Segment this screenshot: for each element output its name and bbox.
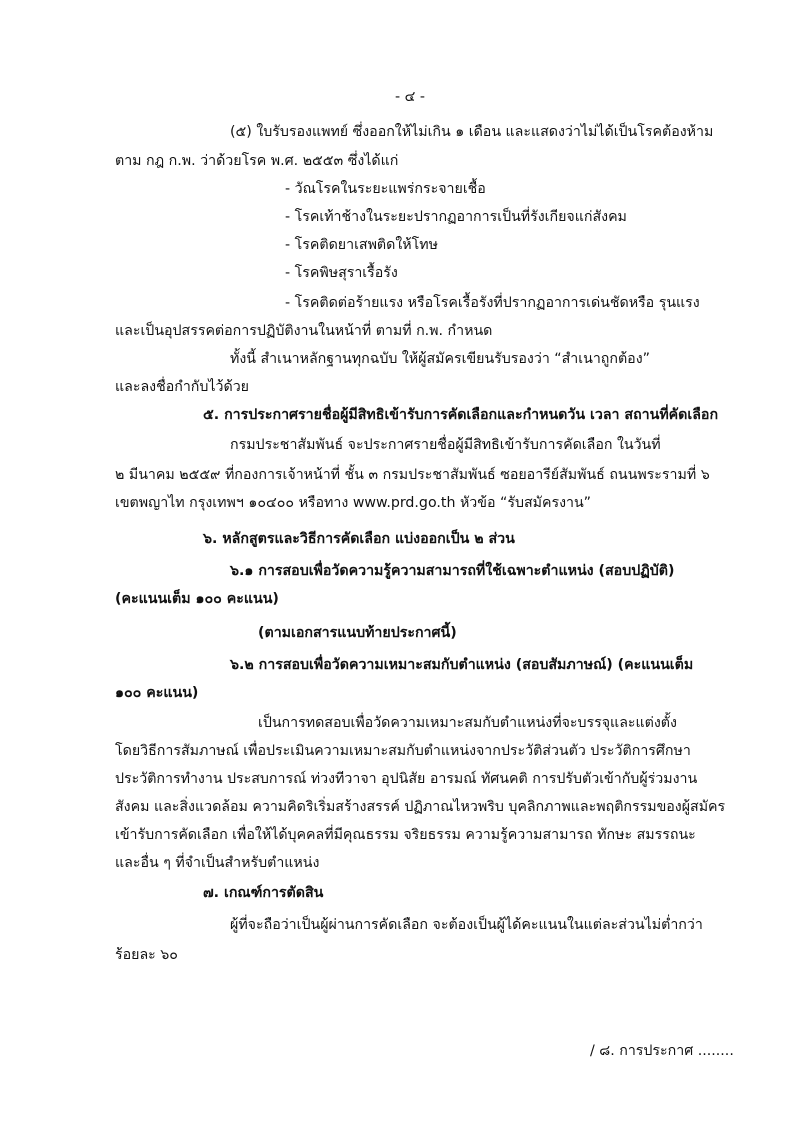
section5-line2: ๒ มีนาคม ๒๕๕๙ ที่กองการเจ้าหน้าที่ ชั้น ๓ กรมประชาสัมพันธ์ ซอยอารีย์สัมพันธ์ ถนนพระรามที่ ๖ (115, 467, 710, 483)
section6-body-line: ประวัติการทำงาน ประสบการณ์ ท่วงทีวาจา อุปนิสัย อารมณ์ ทัศนคติ การปรับตัวเข้ากับผู้ร่วมงาน (115, 771, 698, 787)
copy-note-line1: ทั้งนี้ สำเนาหลักฐานทุกฉบับ ให้ผู้สมัครเขียนรับรองว่า “สำเนาถูกต้อง” (230, 351, 650, 367)
section6-heading: ๖. หลักสูตรและวิธีการคัดเลือก แบ่งออกเป็น ๒ ส่วน (203, 531, 515, 547)
section6-body-line: โดยวิธีการสัมภาษณ์ เพื่อประเมินความเหมาะสมกับตำแหน่งจากประวัติส่วนตัว ประวัติการศึกษา (115, 743, 691, 759)
section7-line1: ผู้ที่จะถือว่าเป็นผู้ผ่านการคัดเลือก จะต้องเป็นผู้ได้คะแนนในแต่ละส่วนไม่ต่ำกว่า (230, 917, 703, 933)
disease-item-cont: และเป็นอุปสรรคต่อการปฏิบัติงานในหน้าที่ ตามที่ ก.พ. กำหนด (115, 323, 493, 339)
section6-2-line2: ๑๐๐ คะแนน) (115, 685, 199, 701)
section6-body-line: และอื่น ๆ ที่จำเป็นสำหรับตำแหน่ง (115, 855, 320, 871)
section6-1-note: (ตามเอกสารแนบท้ายประกาศนี้) (258, 625, 457, 641)
disease-item: - โรคติดยาเสพติดให้โทษ (285, 237, 438, 253)
section5-heading: ๕. การประกาศรายชื่อผู้มีสิทธิเข้ารับการคัดเลือกและกำหนดวัน เวลา สถานที่คัดเลือก (203, 407, 719, 423)
section7-line2: ร้อยละ ๖๐ (115, 947, 178, 963)
disease-item: - วัณโรคในระยะแพร่กระจายเชื้อ (285, 181, 486, 197)
section6-2-line1: ๖.๒ การสอบเพื่อวัดความเหมาะสมกับตำแหน่ง (สอบสัมภาษณ์) (คะแนนเต็ม (230, 657, 694, 673)
disease-item: - โรคเท้าช้างในระยะปรากฏอาการเป็นที่รังเกียจแก่สังคม (285, 209, 627, 225)
section5-line3: เขตพญาไท กรุงเทพฯ ๑๐๔๐๐ หรือทาง www.prd.go.th หัวข้อ “รับสมัครงาน” (115, 495, 592, 511)
copy-note-line2: และลงชื่อกำกับไว้ด้วย (115, 379, 249, 395)
section6-body-line: เป็นการทดสอบเพื่อวัดความเหมาะสมกับตำแหน่งที่จะบรรจุและแต่งตั้ง (258, 715, 677, 731)
section6-body-line: สังคม และสิ่งแวดล้อม ความคิดริเริ่มสร้างสรรค์ ปฏิภาณไหวพริบ บุคลิกภาพและพฤติกรรมของผู้สมัคร (115, 799, 726, 815)
section6-1-line2: (คะแนนเต็ม ๑๐๐ คะแนน) (115, 591, 279, 607)
page-number: - ๔ - (395, 89, 425, 105)
section6-1-line1: ๖.๑ การสอบเพื่อวัดความรู้ความสามารถที่ใช้เฉพาะตำแหน่ง (สอบปฏิบัติ) (230, 563, 675, 579)
item5-cert-line1: (๕) ใบรับรองแพทย์ ซึ่งออกให้ไม่เกิน ๑ เดือน และแสดงว่าไม่ได้เป็นโรคต้องห้าม (230, 124, 714, 140)
disease-item: - โรคติดต่อร้ายแรง หรือโรคเรื้อรังที่ปรากฏอาการเด่นชัดหรือ รุนแรง (285, 295, 700, 311)
disease-item: - โรคพิษสุราเรื้อรัง (285, 265, 398, 281)
section5-line1: กรมประชาสัมพันธ์ จะประกาศรายชื่อผู้มีสิทธิเข้ารับการคัดเลือก ในวันที่ (230, 437, 661, 453)
section6-body-line: เข้ารับการคัดเลือก เพื่อให้ได้บุคคลที่มีคุณธรรม จริยธรรม ความรู้ความสามารถ ทักษะ สมรรถนะ (115, 827, 696, 843)
item5-cert-line2: ตาม กฎ ก.พ. ว่าด้วยโรค พ.ศ. ๒๕๕๓ ซึ่งได้แก่ (115, 153, 399, 169)
section7-heading: ๗. เกณฑ์การตัดสิน (203, 885, 324, 901)
continuation-note: / ๘. การประกาศ ........ (590, 1043, 734, 1059)
